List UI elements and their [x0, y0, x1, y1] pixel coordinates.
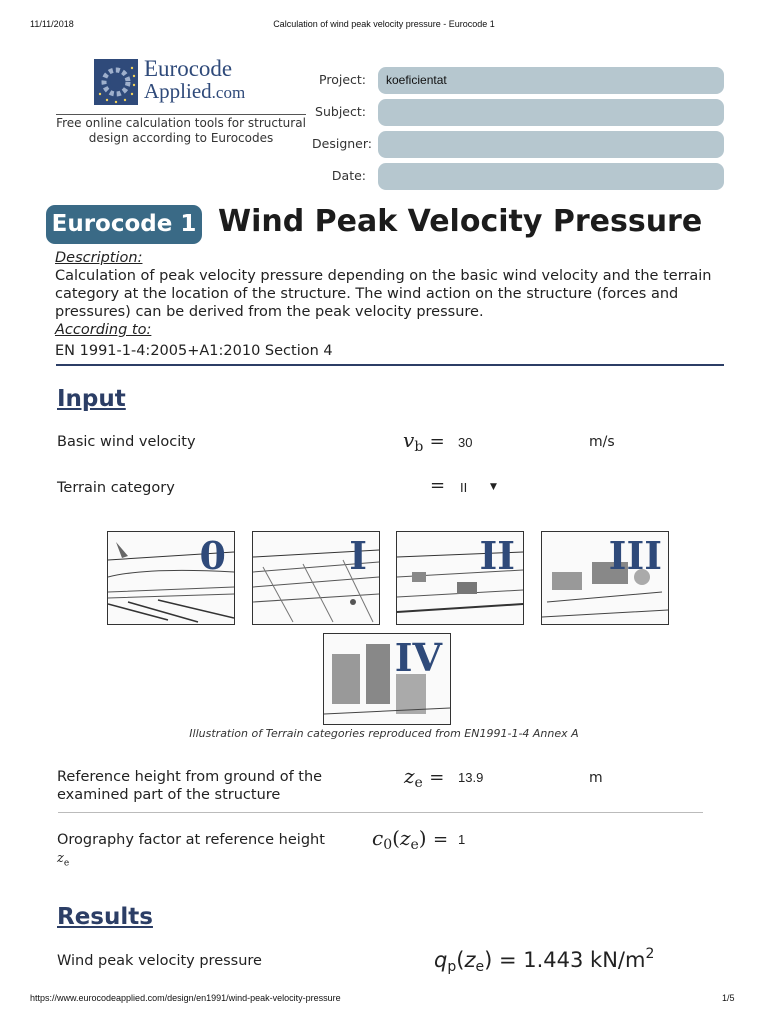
terrain-tile-iii-label: III: [608, 533, 662, 578]
subject-label: Subject:: [315, 104, 366, 119]
terrain-tile-ii-label: II: [479, 533, 515, 578]
terrain-category-value: II: [460, 480, 468, 495]
date-label: Date:: [331, 168, 366, 183]
terrain-category-label: Terrain category: [57, 480, 175, 496]
terrain-tile-0-label: 0: [199, 533, 226, 578]
according-text: EN 1991-1-4:2005+A1:2010 Section 4: [55, 343, 333, 359]
row-divider: [58, 812, 703, 813]
logo-wordmark[interactable]: [144, 57, 245, 104]
description-label: Description:: [55, 250, 143, 266]
print-date: 11/11/2018: [30, 19, 74, 29]
subject-field[interactable]: [378, 99, 724, 126]
logo-line2: Applied.com: [144, 79, 246, 103]
terrain-category-select[interactable]: [456, 478, 506, 498]
terrain-caption: Illustration of Terrain categories reproduced from EN1991-1-4 Annex A: [189, 727, 579, 740]
logo-line1: Eurocode: [144, 56, 233, 81]
peak-pressure-label: Wind peak velocity pressure: [57, 953, 262, 969]
orography-factor-input[interactable]: 1: [458, 832, 466, 847]
terrain-tile-i-label: I: [349, 533, 367, 578]
description-text: Calculation of peak velocity pressure depending on the basic wind velocity and the terrain category at the location of the structure. The wind action on the structure (forces and pressures) can be derived from the peak velocity pressure.: [55, 268, 712, 320]
terrain-category-equals: =: [430, 475, 446, 496]
print-url: https://www.eurocodeapplied.com/design/en1991/wind-peak-velocity-pressure: [30, 993, 341, 1003]
description-block: [55, 249, 730, 360]
page-title: Wind Peak Velocity Pressure: [218, 204, 703, 239]
basic-wind-velocity-input[interactable]: 30: [458, 435, 473, 450]
basic-wind-velocity-label: Basic wind velocity: [57, 434, 196, 450]
input-section-title: Input: [57, 386, 126, 412]
terrain-tile-0: [107, 531, 235, 625]
peak-pressure-result: $q_p(z_e) = 1.443$ $kN/m^2$: [434, 946, 655, 975]
project-field[interactable]: koeficientat: [378, 67, 724, 94]
terrain-tile-i: [252, 531, 380, 625]
orography-factor-label: Orography factor at reference height $z_e$: [57, 832, 325, 869]
eurocode-badge: Eurocode 1: [46, 205, 202, 244]
reference-height-unit: m: [589, 770, 603, 786]
designer-field[interactable]: [378, 131, 724, 158]
print-title: Calculation of wind peak velocity pressure - Eurocode 1: [273, 19, 495, 29]
project-label: Project:: [319, 72, 366, 87]
eurocode-logo-icon[interactable]: [94, 59, 138, 105]
designer-label: Designer:: [312, 136, 372, 151]
chevron-down-icon: ▼: [490, 482, 497, 492]
results-section-title: Results: [57, 904, 153, 930]
date-field[interactable]: [378, 163, 724, 190]
logo-tagline: Free online calculation tools for structural design according to Eurocodes: [56, 116, 306, 145]
according-label: According to:: [55, 322, 152, 338]
basic-wind-velocity-symbol: $v_b$ =: [403, 428, 445, 455]
terrain-tile-iii: [541, 531, 669, 625]
terrain-tile-iv-label: IV: [394, 635, 442, 680]
print-page-number: 1/5: [722, 993, 735, 1003]
section-divider: [56, 364, 724, 366]
terrain-tile-iv: [323, 633, 451, 725]
reference-height-symbol: $z_e$ =: [404, 764, 445, 791]
reference-height-input[interactable]: 13.9: [458, 770, 484, 785]
terrain-tile-ii: [396, 531, 524, 625]
orography-factor-symbol: $c_0(z_e)$ =: [372, 826, 449, 853]
reference-height-label: Reference height from ground of the examined part of the structure: [57, 769, 323, 803]
basic-wind-velocity-unit: m/s: [589, 434, 615, 450]
